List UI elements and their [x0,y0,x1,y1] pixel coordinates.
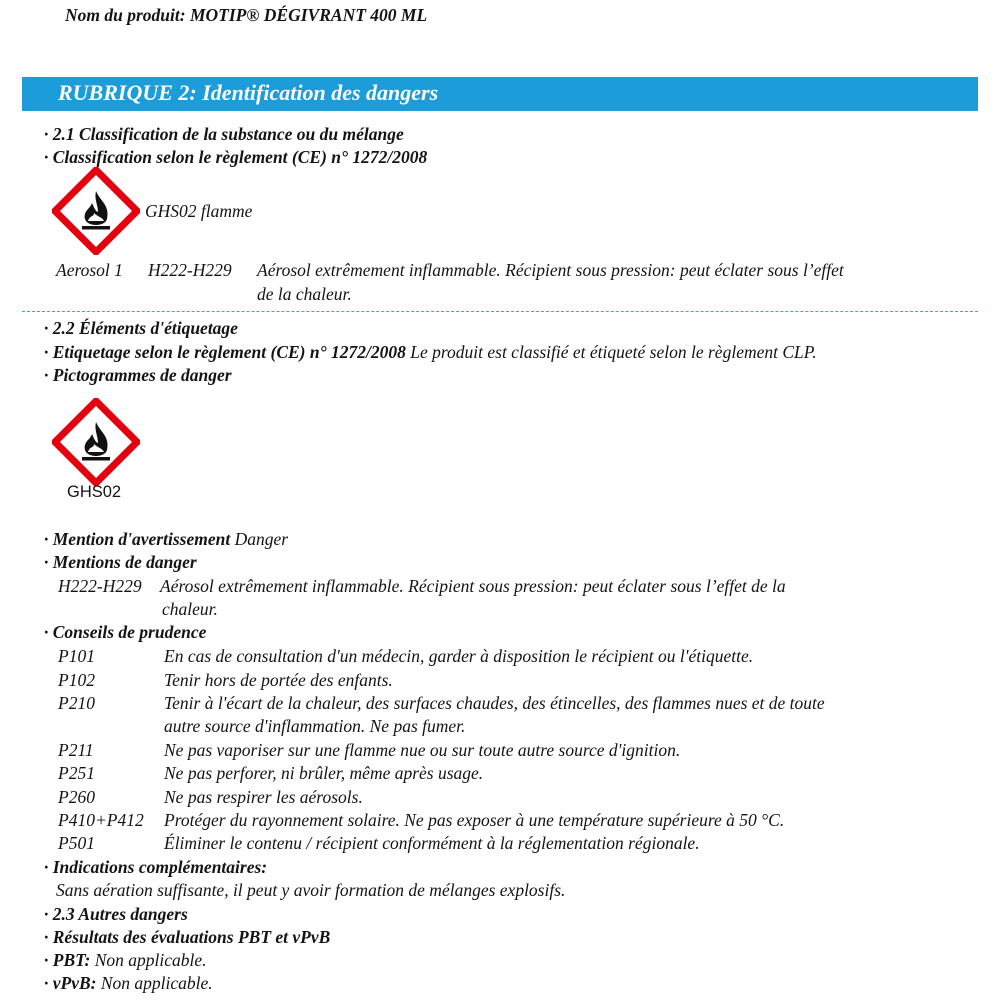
precaution-text: Protéger du rayonnement solaire. Ne pas exposer à une température supérieure à 50 °C. [164,810,785,830]
s23-vpvb-value: Non applicable. [100,973,213,993]
s22-picto-heading: · Pictogrammes de danger [44,365,232,385]
s22-hazard-code: H222-H229 [58,576,142,596]
s21-category: Aerosol 1 [56,260,123,280]
s22-picto-code: GHS02 [67,483,122,501]
precaution-text: Tenir à l'écart de la chaleur, des surfaces chaudes, des étincelles, des flammes nues et de toute [164,693,825,713]
section-divider [22,311,978,312]
product-name-line [65,5,427,26]
precaution-text: Éliminer le contenu / récipient conformément à la réglementation régionale. [164,833,700,853]
precaution-code: P260 [58,787,95,807]
s22-supp-heading: · Indications complémentaires: [44,857,268,877]
product-name: MOTIP® DÉGIVRANT 400 ML [189,5,428,25]
s22-signal-value: Danger [234,529,289,549]
s22-signal [44,529,288,550]
precaution-code: P410+P412 [58,810,144,830]
s22-labeling [44,342,817,363]
s21-codes: H222-H229 [148,260,232,280]
precaution-text: Ne pas vaporiser sur une flamme nue ou sur toute autre source d'ignition. [164,740,681,760]
s23-heading: · 2.3 Autres dangers [44,904,188,924]
precaution-code: P251 [58,763,95,783]
s23-pbt [44,950,207,971]
precaution-text: Tenir hors de portée des enfants. [164,670,393,690]
s23-vpvb-label: · vPvB: [44,973,97,993]
s23-pbt-heading: · Résultats des évaluations PBT et vPvB [44,927,331,947]
precaution-code: P211 [58,740,94,760]
s22-precaution-heading: · Conseils de prudence [44,622,207,642]
precaution-text-continued: autre source d'inflammation. Ne pas fumer. [164,716,466,736]
s21-text-line2: de la chaleur. [257,284,352,304]
precaution-text: Ne pas perforer, ni brûler, même après usage. [164,763,484,783]
section-title: RUBRIQUE 2: Identification des dangers [58,80,439,105]
s23-pbt-label: · PBT: [44,950,91,970]
s22-hazard-text-line2: chaleur. [162,599,218,619]
precaution-code: P102 [58,670,95,690]
s21-text-line1: Aérosol extrêmement inflammable. Récipient sous pression: peut éclater sous l’effet [257,260,844,280]
s21-picto-label: GHS02 flamme [145,201,253,221]
s22-labeling-label: · Etiquetage selon le règlement (CE) n° 1272/2008 [44,342,406,362]
s22-hazard-heading: · Mentions de danger [44,552,197,572]
flame-icon [52,398,140,486]
section-banner [22,77,978,111]
precaution-code: P210 [58,693,95,713]
s21-heading: · 2.1 Classification de la substance ou du mélange [44,124,404,144]
product-label: Nom du produit: [65,5,186,25]
s22-heading: · 2.2 Éléments d'étiquetage [44,318,238,338]
precaution-text: En cas de consultation d'un médecin, garder à disposition le récipient ou l'étiquette. [164,646,754,666]
s21-regulation: · Classification selon le règlement (CE) n° 1272/2008 [44,147,428,167]
s23-pbt-value: Non applicable. [94,950,207,970]
s22-signal-label: · Mention d'avertissement [44,529,231,549]
s22-hazard-text-line1: Aérosol extrêmement inflammable. Récipient sous pression: peut éclater sous l’effet de la [160,576,786,596]
s22-supp-text: Sans aération suffisante, il peut y avoir formation de mélanges explosifs. [56,880,566,900]
precaution-code: P101 [58,646,95,666]
s23-vpvb [44,973,213,994]
precaution-text: Ne pas respirer les aérosols. [164,787,363,807]
flame-icon [52,167,140,255]
s22-labeling-text: Le produit est classifié et étiqueté selon le règlement CLP. [410,342,817,362]
precaution-code: P501 [58,833,95,853]
